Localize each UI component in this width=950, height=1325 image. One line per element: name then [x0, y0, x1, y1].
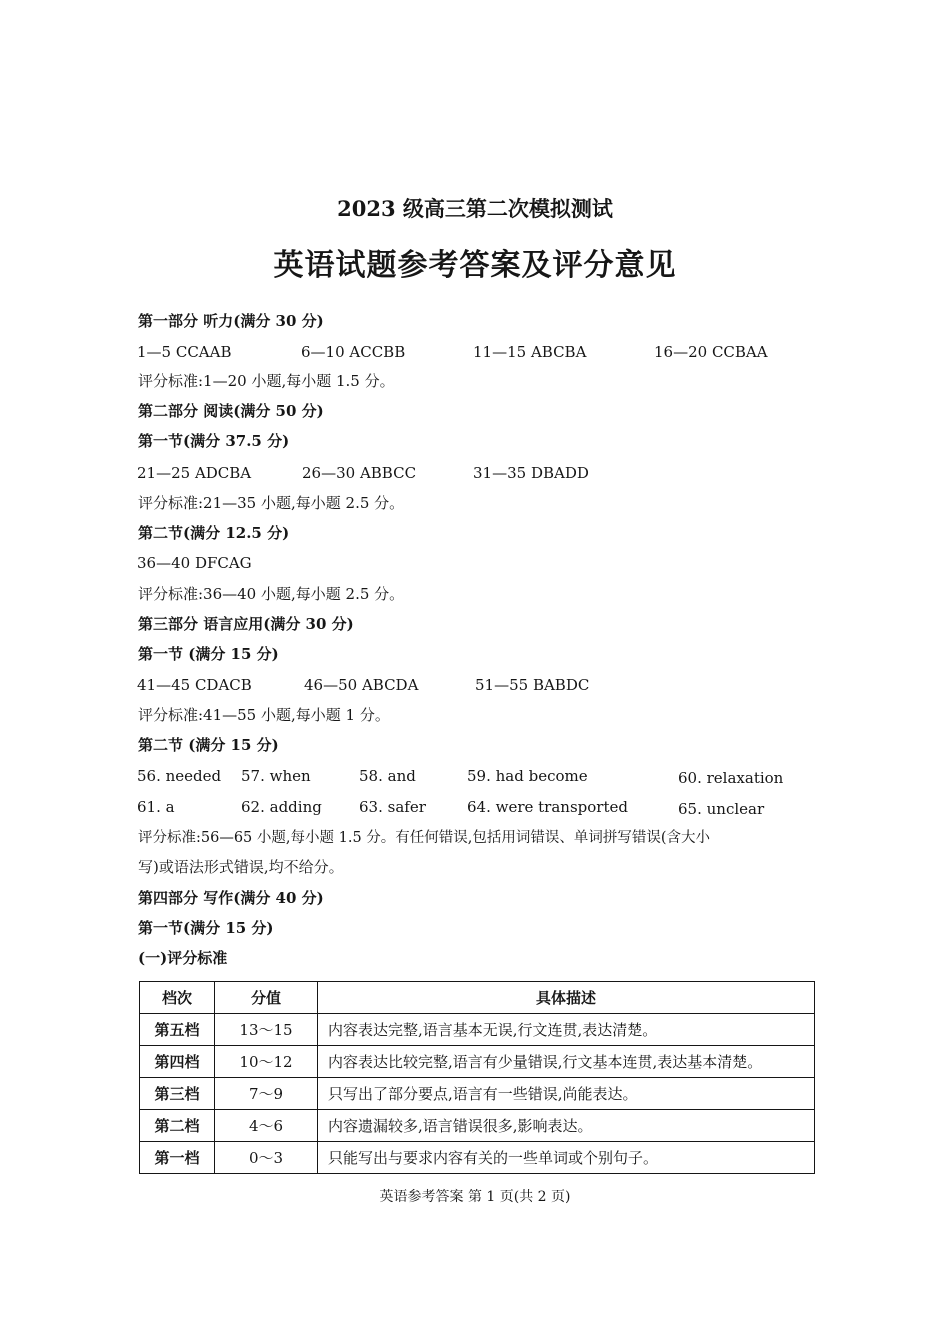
part3-sec1-scoring: 评分标准:41—55 小题,每小题 1 分。: [138, 706, 390, 724]
answer-group: 16—20 CCBAA: [654, 343, 768, 361]
answer-item: 60. relaxation: [678, 769, 784, 787]
part2-heading: 第二部分 阅读(满分 50 分): [138, 402, 324, 420]
level-cell: 第二档: [140, 1110, 215, 1142]
description-cell: 内容表达比较完整,语言有少量错误,行文基本连贯,表达基本清楚。: [318, 1046, 815, 1078]
score-cell: 4～6: [215, 1110, 318, 1142]
score-cell: 0～3: [215, 1142, 318, 1174]
document-title: 英语试题参考答案及评分意见: [273, 248, 677, 283]
description-cell: 内容表达完整,语言基本无误,行文连贯,表达清楚。: [318, 1014, 815, 1046]
answer-group: 11—15 ABCBA: [473, 343, 587, 361]
answer-group: 6—10 ACCBB: [301, 343, 406, 361]
answer-item: 64. were transported: [467, 798, 628, 816]
answer-item: 63. safer: [359, 798, 426, 816]
answer-group: 21—25 ADCBA: [137, 464, 252, 482]
part2-sec2-heading: 第二节(满分 12.5 分): [138, 524, 290, 542]
score-cell: 13～15: [215, 1014, 318, 1046]
table-header-description: 具体描述: [318, 982, 815, 1014]
table-row: [140, 1014, 815, 1046]
answer-group: 26—30 ABBCC: [302, 464, 417, 482]
answer-group: 46—50 ABCDA: [304, 676, 419, 694]
score-cell: 7～9: [215, 1078, 318, 1110]
table-header-row: [140, 982, 815, 1014]
part2-sec1-heading: 第一节(满分 37.5 分): [138, 432, 290, 450]
answer-group: 36—40 DFCAG: [137, 554, 252, 572]
scoring-table: [139, 981, 815, 1174]
answer-item: 62. adding: [241, 798, 322, 816]
table-row: [140, 1046, 815, 1078]
part1-scoring: 评分标准:1—20 小题,每小题 1.5 分。: [138, 372, 395, 390]
table-header-score: 分值: [215, 982, 318, 1014]
part4-heading: 第四部分 写作(满分 40 分): [138, 889, 324, 907]
part3-sec2-scoring: 评分标准:56—65 小题,每小题 1.5 分。有任何错误,包括用词错误、单词拼写错误(含大小: [138, 830, 711, 846]
part2-sec2-scoring: 评分标准:36—40 小题,每小题 2.5 分。: [138, 585, 405, 603]
description-cell: 只写出了部分要点,语言有一些错误,尚能表达。: [318, 1078, 815, 1110]
answer-group: 1—5 CCAAB: [137, 343, 232, 361]
answer-item: 56. needed: [137, 767, 222, 785]
answer-item: 58. and: [359, 767, 416, 785]
score-cell: 10～12: [215, 1046, 318, 1078]
page-footer: 英语参考答案 第 1 页(共 2 页): [379, 1189, 571, 1205]
level-cell: 第五档: [140, 1014, 215, 1046]
criteria-heading: (一)评分标准: [138, 949, 228, 967]
table-row: [140, 1078, 815, 1110]
exam-title: 2023 级高三第二次模拟测试: [337, 196, 613, 221]
answer-item: 57. when: [241, 767, 311, 785]
part4-sec1-heading: 第一节(满分 15 分): [138, 919, 274, 937]
part3-sec1-heading: 第一节 (满分 15 分): [138, 645, 279, 663]
answer-item: 59. had become: [467, 767, 588, 785]
answer-group: 51—55 BABDC: [475, 676, 590, 694]
part3-sec2-heading: 第二节 (满分 15 分): [138, 736, 279, 754]
table-row: [140, 1142, 815, 1174]
part1-heading: 第一部分 听力(满分 30 分): [138, 312, 324, 330]
table-header-level: 档次: [140, 982, 215, 1014]
level-cell: 第四档: [140, 1046, 215, 1078]
table-row: [140, 1110, 815, 1142]
part3-sec2-scoring-cont: 写)或语法形式错误,均不给分。: [138, 858, 344, 876]
answer-group: 41—45 CDACB: [137, 676, 252, 694]
answer-item: 61. a: [137, 798, 175, 816]
answer-item: 65. unclear: [678, 800, 765, 818]
answer-group: 31—35 DBADD: [473, 464, 589, 482]
part2-sec1-scoring: 评分标准:21—35 小题,每小题 2.5 分。: [138, 494, 405, 512]
level-cell: 第三档: [140, 1078, 215, 1110]
level-cell: 第一档: [140, 1142, 215, 1174]
description-cell: 只能写出与要求内容有关的一些单词或个别句子。: [318, 1142, 815, 1174]
description-cell: 内容遗漏较多,语言错误很多,影响表达。: [318, 1110, 815, 1142]
part3-heading: 第三部分 语言应用(满分 30 分): [138, 615, 354, 633]
